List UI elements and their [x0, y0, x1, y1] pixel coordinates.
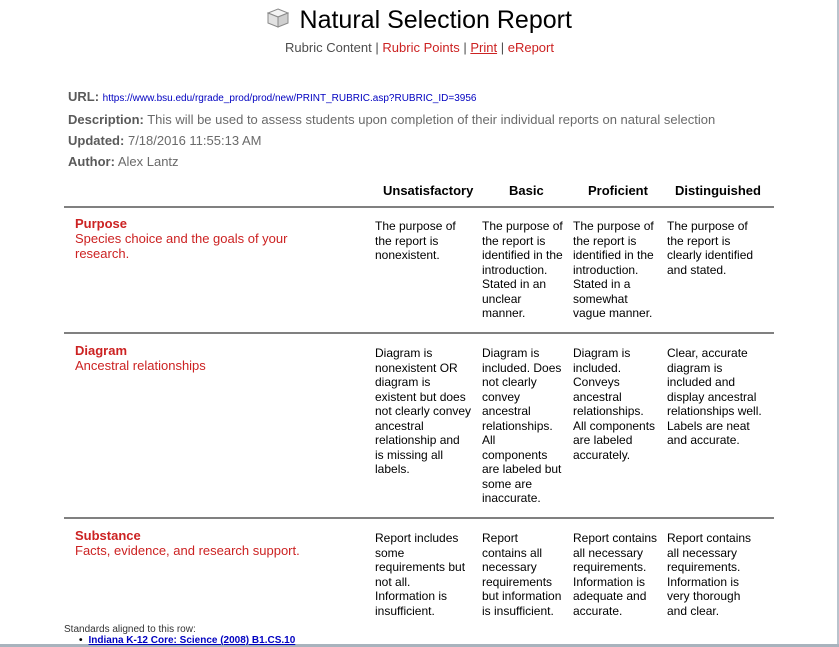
ereport-link[interactable]: eReport	[507, 40, 554, 55]
updated-value: 7/18/2016 11:55:13 AM	[127, 133, 262, 148]
cell-line: is missing all	[375, 447, 444, 462]
nav-separator: |	[463, 40, 467, 55]
column-header-proficient: Proficient	[588, 183, 648, 198]
cell-substance-proficient	[573, 531, 657, 618]
bullet-icon: •	[79, 635, 83, 646]
cell-line: inaccurate.	[482, 491, 541, 505]
column-header-basic: Basic	[509, 183, 544, 198]
cell-diagram-distinguished	[667, 346, 762, 448]
cell-line: Stated in a	[573, 277, 631, 291]
report-header	[0, 6, 839, 35]
cell-diagram-unsatisfactory	[375, 346, 471, 477]
cell-purpose-unsatisfactory	[375, 219, 456, 263]
cell-line: vague manner.	[573, 306, 653, 320]
cell-line: are labeled but	[482, 462, 562, 476]
cell-line: is insufficient.	[482, 603, 554, 618]
cell-line: very thorough	[667, 589, 741, 603]
cell-substance-distinguished	[667, 531, 751, 618]
cell-line: diagram is	[375, 375, 431, 389]
cell-line: Report	[482, 531, 519, 545]
cell-line: Report includes	[375, 531, 459, 545]
cell-line: unclear	[482, 291, 522, 306]
cell-line: Diagram is	[573, 346, 631, 360]
cell-diagram-proficient	[573, 346, 655, 462]
cell-line: The purpose of	[375, 219, 456, 233]
cell-line: accurate.	[573, 603, 623, 618]
cell-line: are labeled	[573, 433, 633, 447]
cell-line: The purpose of	[482, 219, 563, 233]
description-label: Description:	[68, 112, 144, 127]
cell-line: Diagram is	[482, 346, 540, 360]
cell-line: relationships well.	[667, 404, 762, 418]
cell-diagram-basic	[482, 346, 561, 506]
cell-line: Report contains	[667, 531, 752, 545]
updated-row	[68, 130, 715, 151]
row-divider	[64, 332, 774, 334]
cell-line: introduction.	[573, 262, 639, 277]
cell-line: not clearly convey	[375, 404, 472, 418]
cell-line: existent but does	[375, 389, 466, 404]
cell-line: accurately.	[573, 447, 631, 462]
cell-line: some are	[482, 476, 533, 491]
cell-line: manner.	[482, 306, 526, 320]
cell-line: insufficient.	[375, 603, 435, 618]
cell-line: Report contains	[573, 531, 658, 545]
cell-line: some	[375, 545, 405, 560]
row-divider	[64, 517, 774, 519]
cell-line: Stated in an	[482, 277, 547, 291]
cell-line: the report is	[375, 233, 439, 248]
cell-line: ancestral	[573, 389, 622, 404]
criterion-description-line: research.	[75, 246, 130, 261]
cell-line: not clearly	[482, 375, 537, 389]
url-value[interactable]: https://www.bsu.edu/rgrade_prod/prod/new/PRINT_RUBRIC.asp?RUBRIC_ID=3956	[102, 93, 477, 104]
report-nav	[0, 40, 839, 55]
cell-line: included. Does	[482, 360, 562, 375]
criterion-description-line: Facts, evidence, and research support.	[75, 543, 300, 558]
cell-purpose-proficient	[573, 219, 654, 321]
url-label: URL:	[68, 89, 100, 104]
column-header-distinguished: Distinguished	[675, 183, 761, 198]
standards-label: Standards aligned to this row:	[64, 624, 196, 635]
cell-line: requirements	[482, 574, 553, 589]
nav-separator: |	[375, 40, 379, 55]
cell-line: nonexistent.	[375, 248, 440, 262]
cell-line: Information is	[667, 574, 740, 589]
cell-line: ancestral	[375, 418, 424, 433]
criterion-description-line: Species choice and the goals of your	[75, 231, 288, 246]
cell-substance-unsatisfactory	[375, 531, 465, 618]
cell-line: and stated.	[667, 262, 727, 277]
cell-line: nonexistent OR	[375, 360, 458, 375]
row-divider	[64, 206, 774, 208]
page-title: Natural Selection Report	[299, 6, 572, 34]
cell-line: and clear.	[667, 603, 720, 618]
column-header-unsatisfactory: Unsatisfactory	[383, 183, 474, 198]
cell-purpose-distinguished	[667, 219, 753, 277]
criterion-name: Diagram	[75, 343, 128, 358]
cell-line: Diagram is	[375, 346, 433, 360]
cell-line: necessary	[482, 560, 537, 574]
cell-line: All components	[573, 418, 656, 433]
cell-line: and accurate.	[667, 433, 740, 447]
cell-line: requirements.	[573, 560, 647, 574]
url-row	[68, 86, 715, 109]
author-value: Alex Lantz	[117, 154, 179, 169]
criterion-name: Purpose	[75, 216, 128, 231]
print-link[interactable]: Print	[470, 40, 498, 55]
report-metadata	[68, 86, 715, 172]
cell-line: not all.	[375, 574, 411, 589]
cell-line: all necessary	[667, 545, 738, 560]
cell-purpose-basic	[482, 219, 563, 321]
cell-line: The purpose of	[573, 219, 654, 233]
cell-line: included and	[667, 375, 736, 389]
cell-line: identified in the	[573, 248, 654, 262]
criterion-diagram	[75, 343, 206, 373]
cell-line: Information is	[573, 574, 646, 589]
cell-line: Information is	[375, 589, 448, 603]
cell-line: Labels are neat	[667, 418, 750, 433]
cell-line: display ancestral	[667, 389, 757, 404]
cell-line: all necessary	[573, 545, 644, 560]
cell-line: the report is	[482, 233, 546, 248]
nav-separator: |	[500, 40, 505, 55]
cell-line: convey	[482, 389, 521, 404]
cell-line: included.	[573, 360, 622, 375]
cell-line: relationship and	[375, 433, 460, 447]
criterion-substance	[75, 528, 300, 558]
rubric-points-link[interactable]: Rubric Points	[382, 40, 460, 55]
cell-substance-basic	[482, 531, 561, 618]
cube-icon	[267, 8, 289, 33]
updated-label: Updated:	[68, 133, 125, 148]
cell-line: requirements.	[667, 560, 741, 574]
cell-line: requirements but	[375, 560, 466, 574]
cell-line: the report is	[573, 233, 637, 248]
standard-link-text[interactable]: Indiana K-12 Core: Science (2008) B1.CS.10	[88, 635, 296, 646]
criterion-name: Substance	[75, 528, 141, 543]
cell-line: diagram is	[667, 360, 723, 375]
cell-line: identified in the	[482, 248, 563, 262]
cell-line: Conveys	[573, 375, 620, 389]
cell-line: clearly identified	[667, 248, 754, 262]
description-value: This will be used to assess students upon completion of their individual reports on natural selection	[147, 112, 716, 127]
cell-line: introduction.	[482, 262, 548, 277]
cell-line: but information	[482, 589, 562, 603]
cell-line: components	[482, 447, 548, 462]
standard-link[interactable]	[79, 635, 295, 646]
author-label: Author:	[68, 154, 115, 169]
cell-line: Clear, accurate	[667, 346, 748, 360]
cell-line: All	[482, 433, 496, 447]
cell-line: the report is	[667, 233, 731, 248]
cell-line: ancestral	[482, 404, 531, 418]
criterion-purpose	[75, 216, 287, 261]
cell-line: The purpose of	[667, 219, 748, 233]
cell-line: adequate and	[573, 589, 647, 603]
cell-line: somewhat	[573, 291, 628, 306]
rubric-content-tab: Rubric Content	[285, 40, 372, 55]
cell-line: relationships.	[573, 404, 644, 418]
cell-line: labels.	[375, 462, 410, 476]
description-row	[68, 109, 715, 130]
cell-line: contains all	[482, 545, 543, 560]
criterion-description-line: Ancestral relationships	[75, 358, 206, 373]
cell-line: relationships.	[482, 418, 553, 433]
author-row	[68, 151, 715, 172]
